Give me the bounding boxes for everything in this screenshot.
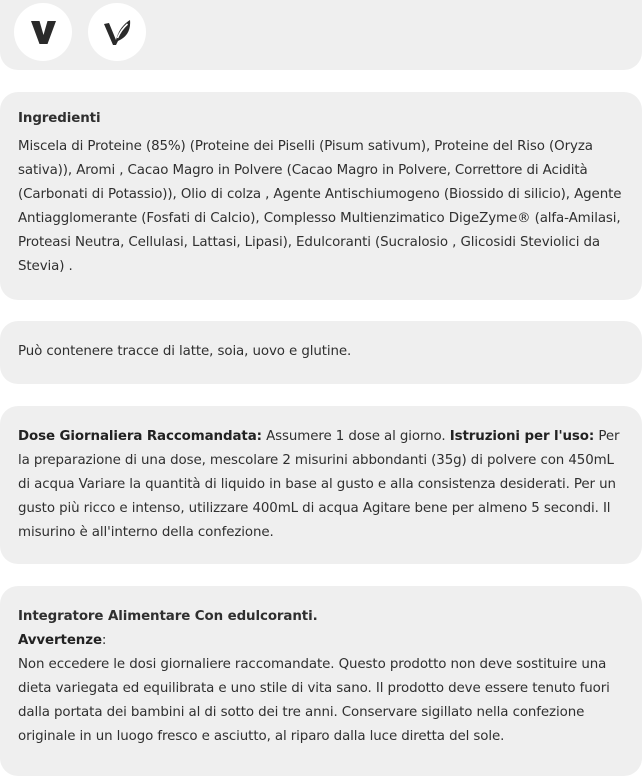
daily-dose-label: Dose Giornaliera Raccomandata:: [18, 429, 262, 444]
ingredients-card: [0, 92, 642, 300]
daily-dose-text: Assumere 1 dose al giorno.: [261, 429, 450, 444]
instructions-text: Per la preparazione di una dose, mescolare 2 misurini abbondanti (35g) di polvere con 450mL di acqua Variare la quantità di liquido in base al gusto e alla consistenza desiderati. Per un gusto più ricco e intenso, utilizzare 400mL di acqua Agitare bene per almeno 5 secondi. Il misurino è all'interno della confezione.: [18, 429, 620, 540]
allergen-card: [0, 321, 642, 384]
warnings-label-suffix: :: [101, 633, 107, 648]
instructions-label: Istruzioni per l'uso:: [449, 429, 595, 444]
warnings-label: Avvertenze: [18, 633, 102, 648]
ingredients-heading: Ingredienti: [18, 111, 101, 126]
supplement-title: Integratore Alimentare Con edulcoranti.: [18, 609, 318, 624]
warnings-heading-line: [18, 629, 624, 653]
warnings-card: [0, 586, 642, 776]
ingredients-text: Miscela di Proteine (85%) (Proteine dei Piselli (Pisum sativum), Proteine del Riso (Oryza sativa)), Aromi , Cacao Magro in Polvere (Cacao Magro in Polvere, Correttore di Acidità (Carbonati di Potassio)), Olio di colza , Agente Antischiumogeno (Biossido di silicio), Agente Antiagglomerante (Fosfati di Calcio), Complesso Multienzimatico DigeZyme® (alfa-Amilasi, Proteasi Neutra, Cellulasi, Lattasi, Lipasi), Edulcoranti (Sucralosio , Glicosidi Steviolici da Stevia) .: [18, 139, 622, 274]
warnings-text: Non eccedere le dosi giornaliere raccomandate. Questo prodotto non deve sostituire una dieta variegata ed equilibrata e uno stile di vita sano. Il prodotto deve essere tenuto fuori dalla portata dei bambini al di sotto dei tre anni. Conservare sigillato nella confezione originale in un luogo fresco e asciutto, al riparo dalla luce diretta del sole.: [18, 657, 610, 744]
leaf-v-icon: [88, 3, 146, 61]
dose-instructions-text: [18, 425, 624, 545]
dietary-badges-card: [0, 0, 642, 70]
plant-based-badge: [88, 3, 146, 61]
vegan-badge: [14, 3, 72, 61]
vegan-v-icon: [14, 3, 72, 61]
dose-instructions-card: [0, 406, 642, 564]
allergen-text: Può contenere tracce di latte, soia, uovo e glutine.: [18, 344, 352, 359]
